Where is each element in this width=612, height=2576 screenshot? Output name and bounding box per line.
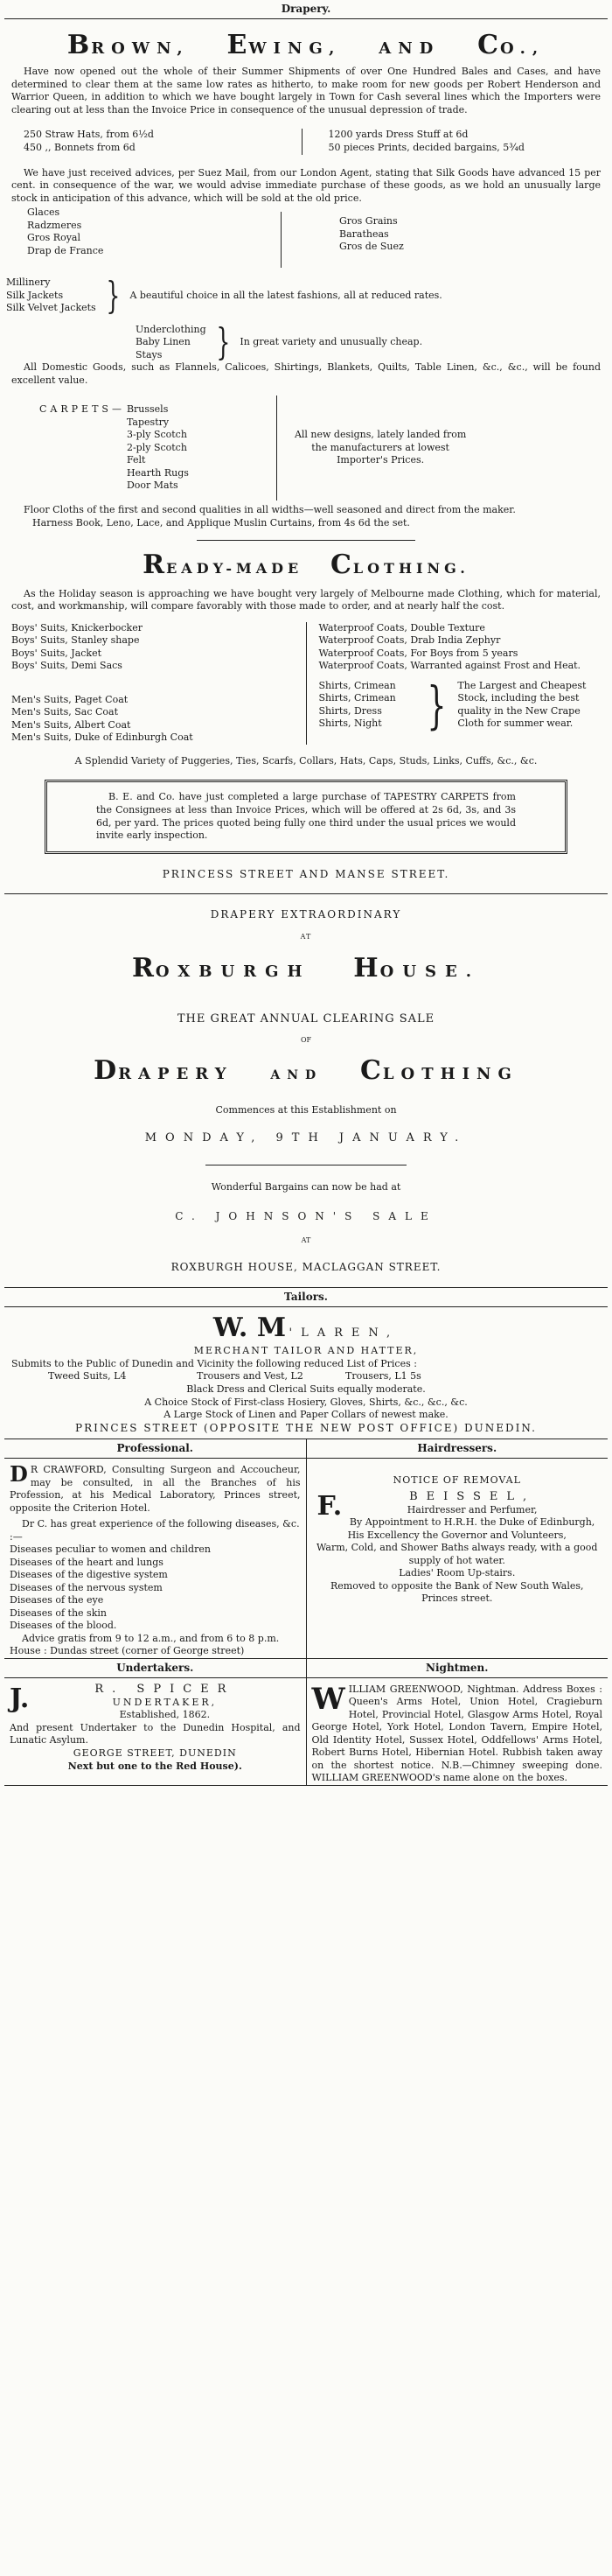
undertakers-column [4,1659,306,1785]
mens-suits-list: Men's Suits, Paget Coat Men's Suits, Sac Coat Men's Suits, Albert Coat Men's Suits, Duke of Edinburgh Coat [11,693,193,744]
floor-cloths: Floor Cloths of the first and second qualities in all widths—well seasoned and direct from the maker. [24,504,516,516]
professional-hairdressers-row [4,1438,608,1658]
underclothing-text: In great variety and unusually cheap. [240,336,423,348]
tapestry-carpets-box [45,780,567,853]
princess-street-address: PRINCESS STREET AND MANSE STREET. [162,867,450,880]
brace-icon: } [215,320,231,364]
mclaren-trade: MERCHANT TAILOR AND HATTER, [193,1345,419,1357]
harness-curtains: Harness Book, Leno, Lace, and Applique Muslin Curtains, from 4s 6d the set. [32,516,410,528]
undertakers-nightmen-row [4,1658,608,1786]
divider [4,1458,306,1459]
section-header-professional: Professional. [116,1442,193,1455]
mclaren-submits: Submits to the Public of Dunedin and Vicinity the following reduced List of Prices : [11,1357,417,1369]
brace-icon: } [426,675,447,735]
hairdressers-column [306,1439,609,1658]
mclaren-address: PRINCES STREET (OPPOSITE THE NEW POST OFFICE) DUNEDIN. [75,1421,537,1434]
carpets-label: CARPETS— [39,403,125,416]
carpets-list: Brussels Tapestry 3-ply Scotch 2-ply Scotch Felt Hearth Rugs Door Mats [126,403,189,492]
section-header-undertakers: Undertakers. [116,1661,194,1674]
ad-ready-made-clothing [4,548,608,881]
clothing-lists [11,622,601,745]
bonnets-line: 450 ,, Bonnets from 6d [24,142,136,153]
suez-paragraph: We have just received advices, per Suez Mail, from our London Agent, stating that Silk Goods have advanced 15 per cent. in consequence of the war, we would advise immediate purchase of these goods, as we hold an unusually large stock in anticipation of this advance, which will be sold at the old price. [11,166,601,204]
brown-ewing-intro: Have now opened out the whole of their Summer Shipments of over One Hundred Bales and Cases, and have determined to clear them at the same low rates as hitherto, to make room for new goods per Robert Henderson and Warrior Queen, in addition to which we have bought largely in Town for Cash several lines which the Importers were clearing out at less than the Invoice Price in consequence of the unusual depression of trade. [11,66,601,116]
ad-brown-ewing [4,28,608,541]
brace-icon: } [106,273,121,317]
silks-row [4,206,608,268]
divider [205,1165,407,1166]
roxburgh-address: ROXBURGH HOUSE, MACLAGGAN STREET. [170,1261,442,1274]
ready-made-intro: As the Holiday season is approaching we have bought very largely of Melbourne made Clothing, which for material, cost, and workmanship, will compare favorably with those made to order, and at nearly half the cost. [11,587,601,612]
section-header-hairdressers: Hairdressers. [417,1442,497,1455]
silks-right-list: Gros Grains Baratheas Gros de Suez [339,215,404,253]
domestic-goods: All Domestic Goods, such as Flannels, Calicoes, Shirtings, Blankets, Quilts, Table Linen, &c., &c., will be found excellent value. [11,361,601,386]
ready-made-title: READY-MADE CLOTHING. [143,550,469,581]
drapery-clothing-title: DRAPERY AND CLOTHING [94,1055,518,1087]
greenwood-ad: WILLIAM GREENWOOD, Nightman. Address Boxes : Queen's Arms Hotel, Union Hotel, Cragieburn Hotel, Provincial Hotel, Glasgow Arms Hotel, Royal George Hotel, York Hotel, London Tavern, Empire Hotel, Old Identity Hotel, Sussex Hotel, Oddfellows' Arms Hotel, Robert Burns Hotel, Hibernian Hotel. Rubbish taken away on the shortest notice. N.B.—Chimney sweeping done. WILLIAM GREENWOOD's name alone on the boxes. [311,1681,602,1784]
dress-stuff-line: 1200 yards Dress Stuff at 6d [328,129,469,141]
prints-line: 50 pieces Prints, decided bargains, 5¾d [328,142,525,153]
crawford-advice: Advice gratis from 9 to 12 a.m., and from 6 to 8 p.m. House : Dundas street (corner of George street) [10,1632,280,1657]
professional-column: Professional. D R CRAWFORD, Consulting Surgeon and Accoucheur, may be consulted, in all the Branches of his Profession, at his Medical Laboratory, Princes street, opposite the Criterion Hotel. Dr C. has great experience of the following diseases, &c. :— Diseases peculiar to women and children Diseases of the heart and lungs Diseases of the digestive system Diseases of the nervous system Diseases of the eye Diseases of the skin Diseases of the blood. Advice gratis from 9 to 12 a.m., and from 6 to 8 p.m. House : Dundas street (corner of George street) [4,1439,306,1658]
divider [4,18,608,19]
mclaren-prices: Tweed Suits, L4 Trousers and Vest, L2 Trousers, L1 5s [48,1370,421,1382]
clearing-sale: THE GREAT ANNUAL CLEARING SALE [177,1012,435,1026]
beissel-ad: NOTICE OF REMOVAL F. BEISSEL, Hairdresser and Perfumer, By Appointment to H.R.H. the Duke of Edinburgh, His Excellency the Governor and Volunteers, Warm, Cold, and Shower Baths always ready, with a good supply of hot water. Ladies' Room Up-stairs. Removed to opposite the Bank of New South Wales, Princes street. [316,1474,598,1605]
newspaper-page [4,0,608,1786]
roxburgh-house-title: ROXBURGH HOUSE. [131,952,481,984]
drapery-extraordinary: DRAPERY EXTRAORDINARY [210,908,402,921]
divider [4,1306,608,1307]
vertical-divider [276,396,277,500]
boys-suits-list: Boys' Suits, Knickerbocker Boys' Suits, Stanley shape Boys' Suits, Jacket Boys' Suits, Demi Sacs [11,621,143,672]
mclaren-title: W. M 'LAREN, [212,1312,400,1343]
crawford-ad: D R CRAWFORD, Consulting Surgeon and Accoucheur, may be consulted, in all the Branches of his Profession, at his Medical Laboratory, Princes street, opposite the Criterion Hotel. [10,1461,301,1514]
ad-tailors: Tailors. W. M 'LAREN, MERCHANT TAILOR AND HATTER, Submits to the Public of Dunedin and Vicinity the following reduced List of Prices : Tweed Suits, L4 Trousers and Vest, L2 Trousers, L1 5s Black Dress and Clerical Suits equally moderate. A Choice Stock of First-class Hosiery, Gloves, Shirts, &c., &c., &c. A Large Stock of Linen and Paper Collars of newest make. PRINCES STREET (OPPOSITE THE NEW POST OFFICE) DUNEDIN. [4,1288,608,1435]
brown-ewing-title: BROWN, EWING, AND CO., [66,29,546,60]
spicer-ad: J. R. SPICER UNDERTAKER, Established, 1862. And present Undertaker to the Dunedin Hospital, and Lunatic Asylum. GEORGE STREET, DUNEDIN Next but one to the Red House). [10,1682,301,1772]
divider [197,540,415,541]
vertical-divider [302,129,303,154]
puggeries-line: A Splendid Variety of Puggeries, Ties, Scarfs, Collars, Hats, Caps, Studs, Links, Cuffs, &c., &c. [74,754,538,766]
divider [4,1677,306,1678]
shirts-list: Shirts, Crimean Shirts, Crimean Shirts, Dress Shirts, Night [318,679,396,730]
wonderful-bargains: Wonderful Bargains can now be had at [211,1181,401,1194]
silks-left-list: Glaces Radzmeres Gros Royal Drap de France [27,206,104,256]
diseases-list: Diseases peculiar to women and children Diseases of the heart and lungs Diseases of the digestive system Diseases of the nervous system Diseases of the eye Diseases of the skin Diseases of the blood. [10,1544,211,1632]
sale-date: MONDAY, 9TH JANUARY. [144,1131,468,1145]
johnson-sale: C. JOHNSON'S SALE [175,1209,437,1222]
divider [307,1458,609,1459]
divider [307,1677,609,1678]
shirts-group [318,675,602,735]
tapestry-carpets-text: B. E. and Co. have just completed a large purchase of TAPESTRY CARPETS from the Consignees at less than Invoice Prices, which will be offered at 2s 6d, 3s, and 3s 6d, per yard. The prices quoted being fully one third under the usual prices we would invite early inspection. [96,791,516,842]
underclothing-group: Underclothing Baby Linen Stays } In great variety and unusually cheap. [136,320,423,364]
hats-line: 250 Straw Hats, from 6½d [24,129,154,141]
vertical-divider [306,622,307,745]
millinery-group: Millinery Silk Jackets Silk Velvet Jackets } A beautiful choice in all the latest fashions, all at reduced rates. [6,273,442,317]
millinery-text: A beautiful choice in all the latest fashions, all at reduced rates. [129,289,442,301]
section-header-tailors: Tailors. [284,1291,328,1304]
section-header-drapery: Drapery. [281,3,331,15]
shirts-text: The Largest and Cheapest Stock, including the best quality in the New Crape Cloth for summer wear. [457,679,587,730]
commences-line: Commences at this Establishment on [215,1103,397,1116]
vertical-divider [281,212,282,268]
section-header-nightmen: Nightmen. [426,1661,489,1674]
carpets-group: CARPETS— Brussels Tapestry 3-ply Scotch 2-ply Scotch Felt Hearth Rugs Door Mats All new designs, lately landed from the manufacturers at lowest Importer's Prices. [39,396,608,500]
nightmen-column [306,1659,609,1785]
waterproof-list: Waterproof Coats, Double Texture Waterproof Coats, Drab India Zephyr Waterproof Coats, For Boys from 5 years Waterproof Coats, Warranted against Frost and Heat. [318,621,581,672]
hats-dress-row [15,129,597,154]
ad-roxburgh-house: DRAPERY EXTRAORDINARY AT ROXBURGH HOUSE. THE GREAT ANNUAL CLEARING SALE OF DRAPERY AND CLOTHING Commences at this Establishment on MONDAY, 9TH JANUARY. Wonderful Bargains can now be had at C. JOHNSON'S SALE AT ROXBURGH HOUSE, MACLAGGAN STREET. [4,894,608,1275]
